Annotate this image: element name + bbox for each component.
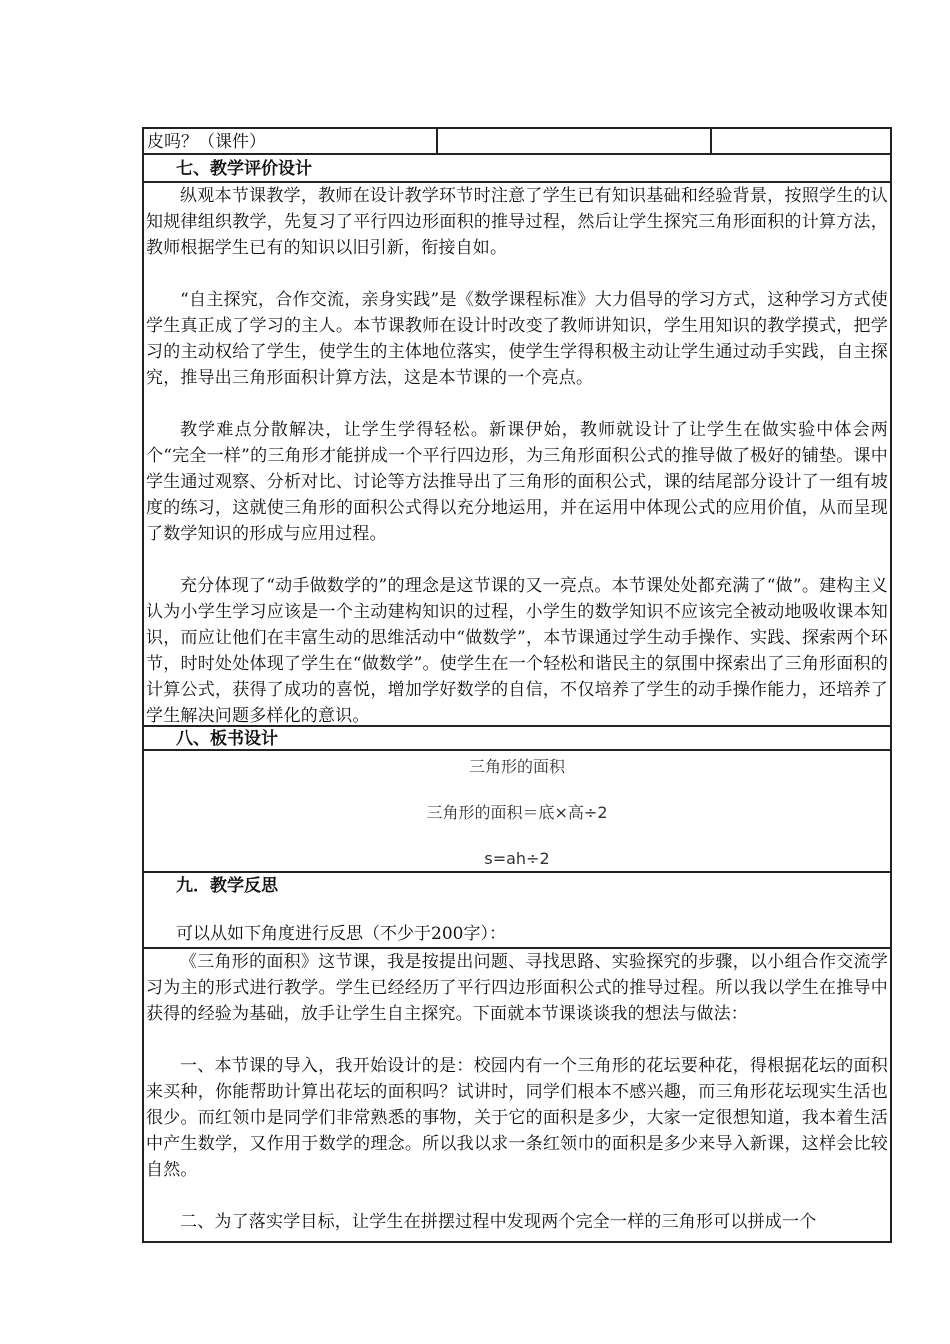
top-row [144,129,890,155]
reflection-paragraph-2: 一、本节课的导入，我开始设计的是：校园内有一个三角形的花坛要种花，得根据花坛的面积来买种，你能帮助计算出花坛的面积吗？试讲时，同学们根本不感兴趣，而三角形花坛现实生活也很少。而红领巾是同学们非常熟悉的事物，关于它的面积是多少，大家一定很想知道，我本着生活中产生数学，又作用于数学的理念。所以我以求一条红领巾的面积是多少来导入新课，这样会比较自然。 [146,1056,888,1180]
section7-paragraph-4: 充分体现了“动手做数学的”的理念是这节课的又一亮点。本节课处处都充满了“做”。建构主义认为小学生学习应该是一个主动建构知识的过程，小学生的数学知识不应该完全被动地吸收课本知识，而应让他们在丰富生动的思维活动中“做数学”，本节课通过学生动手操作、实践、探索两个环节，时时处处体现了学生在“做数学”。使学生在一个轻松和谐民主的氛围中探索出了三角形面积的计算公式，获得了成功的喜悦，增加学好数学的自信，不仅培养了学生的动手操作能力，还培养了学生解决问题多样化的意识。 [146,576,888,726]
blackboard-design [144,751,890,873]
lesson-plan-table [142,127,892,1243]
section8-heading: 八、板书设计 [144,727,890,751]
top-row-cell-2 [438,129,712,153]
section9-prompt: 可以从如下角度进行反思（不少于200字）： [176,924,506,944]
board-formula: 三角形的面积＝底×高÷2 [426,803,608,822]
section7-paragraph-2: “自主探究，合作交流，亲身实践”是《数学课程标准》大力倡导的学习方式，这种学习方式使学生真正成了学习的主人。本节课教师在设计时改变了教师讲知识，学生用知识的教学摸式，把学习的主动权给了学生，使学生的主体地位落实，使学生学得积极主动让学生通过动手实践，自主探究，推导出三角形面积计算方法，这是本节课的一个亮点。 [146,290,888,388]
reflection-paragraph-1: 《三角形的面积》这节课，我是按提出问题、寻找思路、实验探究的步骤，以小组合作交流学习为主的形式进行教学。学生已经经历了平行四边形面积公式的推导过程。所以我以学生在推导中获得的经验为基础，放手让学生自主探究。下面就本节课谈谈我的想法与做法： [146,952,888,1024]
section7-paragraph-1: 纵观本节课教学，教师在设计教学环节时注意了学生已有知识基础和经验背景，按照学生的认知规律组织教学，先复习了平行四边形面积的推导过程，然后让学生探究三角形面积的计算方法，教师根据学生已有的知识以旧引新，衔接自如。 [146,186,888,258]
board-title: 三角形的面积 [468,757,565,776]
section9-header [144,873,890,949]
top-row-cell-3 [712,129,890,153]
reflection-paragraph-3: 二、为了落实学目标，让学生在拼摆过程中发现两个完全一样的三角形可以拼成一个 [180,1212,817,1232]
top-row-cell-1: 皮吗？（课件） [144,129,438,153]
section7-body [144,183,890,727]
section7-paragraph-3: 教学难点分散解决，让学生学得轻松。新课伊始，教师就设计了让学生在做实验中体会两个“完全一样”的三角形才能拼成一个平行四边形，为三角形面积公式的推导做了极好的铺垫。课中学生通过观察、分析对比、讨论等方法推导出了三角形的面积公式，课的结尾部分设计了一组有坡度的练习，这就使三角形的面积公式得以充分地运用，并在运用中体现公式的应用价值，从而呈现了数学知识的形成与应用过程。 [146,420,888,544]
section7-heading: 七、教学评价设计 [144,155,890,183]
board-formula-short: s=ah÷2 [484,849,550,868]
section9-body [144,949,890,1241]
section9-heading: 九．教学反思 [176,876,278,896]
